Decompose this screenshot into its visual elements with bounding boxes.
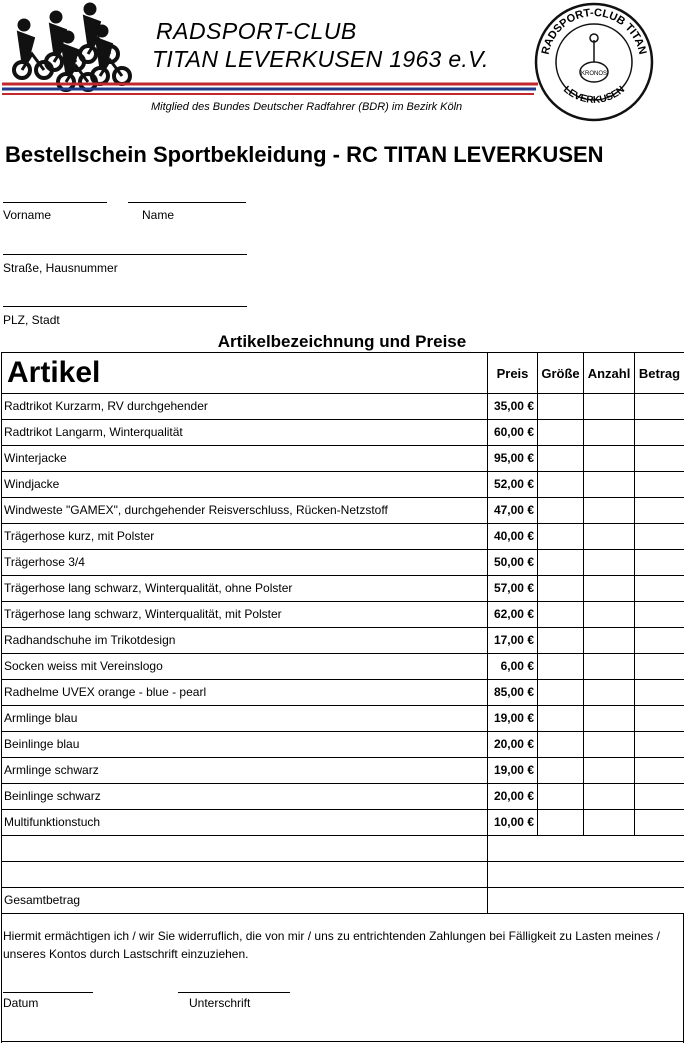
size-cell[interactable]	[538, 810, 584, 836]
amount-cell[interactable]	[635, 524, 684, 550]
table-row	[2, 706, 684, 732]
size-cell[interactable]	[538, 784, 584, 810]
total-amount-field[interactable]	[488, 888, 684, 914]
table-row	[2, 498, 684, 524]
table-row	[2, 732, 684, 758]
table-row	[2, 680, 684, 706]
datum-label: Datum	[3, 996, 39, 1010]
membership-note: Mitglied des Bundes Deutscher Radfahrer (BDR) im Bezirk Köln	[151, 101, 463, 113]
order-table	[1, 352, 684, 914]
amount-cell[interactable]	[635, 498, 684, 524]
amount-cell[interactable]	[635, 784, 684, 810]
seal-mark-text: KRONOS	[580, 71, 608, 77]
quantity-cell[interactable]	[584, 550, 635, 576]
cyclists-logo-icon	[14, 3, 130, 90]
club-name-line1: RADSPORT-CLUB	[156, 18, 357, 44]
table-row	[2, 784, 684, 810]
article-name-cell: Trägerhose lang schwarz, Winterqualität, ohne Polster	[2, 576, 488, 602]
letterhead	[0, 0, 684, 130]
table-row	[2, 758, 684, 784]
quantity-cell[interactable]	[584, 576, 635, 602]
price-cell: 40,00 €	[488, 524, 538, 550]
frame-bottom	[1, 1041, 684, 1042]
price-cell: 17,00 €	[488, 628, 538, 654]
article-name-cell: Beinlinge schwarz	[2, 784, 488, 810]
price-cell: 20,00 €	[488, 732, 538, 758]
strasse-label: Straße, Hausnummer	[3, 261, 118, 275]
amount-cell[interactable]	[635, 758, 684, 784]
amount-cell[interactable]	[635, 654, 684, 680]
article-name-cell: Beinlinge blau	[2, 732, 488, 758]
section-title: Artikelbezeichnung und Preise	[217, 332, 467, 351]
amount-cell[interactable]	[635, 550, 684, 576]
document-title: Bestellschein Sportbekleidung - RC TITAN LEVERKUSEN	[5, 142, 604, 167]
quantity-cell[interactable]	[584, 498, 635, 524]
article-name-cell: Trägerhose kurz, mit Polster	[2, 524, 488, 550]
amount-cell[interactable]	[635, 446, 684, 472]
article-name-cell: Trägerhose 3/4	[2, 550, 488, 576]
price-cell: 95,00 €	[488, 446, 538, 472]
size-cell[interactable]	[538, 550, 584, 576]
price-cell: 19,00 €	[488, 758, 538, 784]
empty-row	[2, 862, 684, 888]
header-stripes	[2, 84, 538, 94]
price-cell: 35,00 €	[488, 394, 538, 420]
signature-line[interactable]	[178, 992, 290, 993]
size-cell[interactable]	[538, 758, 584, 784]
amount-cell[interactable]	[635, 602, 684, 628]
size-cell[interactable]	[538, 732, 584, 758]
quantity-cell[interactable]	[584, 420, 635, 446]
table-row	[2, 602, 684, 628]
quantity-cell[interactable]	[584, 680, 635, 706]
plz-line[interactable]	[3, 306, 247, 307]
size-cell[interactable]	[538, 472, 584, 498]
quantity-cell[interactable]	[584, 446, 635, 472]
price-cell: 10,00 €	[488, 810, 538, 836]
quantity-cell[interactable]	[584, 628, 635, 654]
amount-cell[interactable]	[635, 576, 684, 602]
header-betrag: Betrag	[635, 353, 684, 394]
quantity-cell[interactable]	[584, 784, 635, 810]
price-cell: 47,00 €	[488, 498, 538, 524]
quantity-cell[interactable]	[584, 602, 635, 628]
header-preis: Preis	[488, 353, 538, 394]
empty-sum-cell[interactable]	[488, 862, 684, 888]
table-row	[2, 576, 684, 602]
table-header-row	[2, 353, 684, 394]
article-name-cell: Multifunktionstuch	[2, 810, 488, 836]
size-cell[interactable]	[538, 576, 584, 602]
article-name-cell: Armlinge blau	[2, 706, 488, 732]
header-groesse: Größe	[538, 353, 584, 394]
quantity-cell[interactable]	[584, 524, 635, 550]
article-name-cell: Winterjacke	[2, 446, 488, 472]
table-row	[2, 420, 684, 446]
quantity-cell[interactable]	[584, 472, 635, 498]
club-name-line2: TITAN LEVERKUSEN 1963 e.V.	[152, 46, 489, 72]
vorname-label: Vorname	[3, 208, 52, 222]
name-label: Name	[142, 208, 175, 222]
table-row	[2, 654, 684, 680]
size-cell[interactable]	[538, 446, 584, 472]
quantity-cell[interactable]	[584, 394, 635, 420]
frame-left	[1, 913, 2, 1043]
club-seal-icon	[536, 4, 652, 120]
size-cell[interactable]	[538, 524, 584, 550]
article-name-cell: Radhandschuhe im Trikotdesign	[2, 628, 488, 654]
article-name-cell: Armlinge schwarz	[2, 758, 488, 784]
article-name-cell: Radtrikot Langarm, Winterqualität	[2, 420, 488, 446]
amount-cell[interactable]	[635, 732, 684, 758]
article-name-cell: Socken weiss mit Vereinslogo	[2, 654, 488, 680]
table-row	[2, 394, 684, 420]
amount-cell[interactable]	[635, 680, 684, 706]
empty-sum-cell[interactable]	[488, 836, 684, 862]
vorname-line[interactable]	[3, 202, 107, 203]
size-cell[interactable]	[538, 654, 584, 680]
table-row	[2, 446, 684, 472]
size-cell[interactable]	[538, 420, 584, 446]
total-label: Gesamtbetrag	[2, 888, 488, 914]
size-cell[interactable]	[538, 680, 584, 706]
article-name-cell: Trägerhose lang schwarz, Winterqualität, mit Polster	[2, 602, 488, 628]
quantity-cell[interactable]	[584, 810, 635, 836]
amount-cell[interactable]	[635, 810, 684, 836]
header-artikel: Artikel	[2, 353, 488, 394]
price-cell: 6,00 €	[488, 654, 538, 680]
strasse-line[interactable]	[3, 254, 247, 255]
article-name-cell: Radtrikot Kurzarm, RV durchgehender	[2, 394, 488, 420]
seal-top-text: RADSPORT-CLUB TITAN	[539, 6, 649, 56]
size-cell[interactable]	[538, 498, 584, 524]
size-cell[interactable]	[538, 602, 584, 628]
quantity-cell[interactable]	[584, 732, 635, 758]
total-row	[2, 888, 684, 914]
price-cell: 85,00 €	[488, 680, 538, 706]
seal-bottom-text: LEVERKUSEN	[561, 84, 627, 107]
empty-row	[2, 836, 684, 862]
quantity-cell[interactable]	[584, 654, 635, 680]
price-cell: 62,00 €	[488, 602, 538, 628]
empty-cell	[2, 836, 488, 862]
table-row	[2, 524, 684, 550]
authorization-text: Hiermit ermächtigen ich / wir Sie widerruflich, die von mir / uns zu entrichtenden Zahlungen bei Fälligkeit zu Lasten meines / unseres Kontos durch Lastschrift einzuziehen.	[3, 929, 660, 961]
price-cell: 52,00 €	[488, 472, 538, 498]
size-cell[interactable]	[538, 706, 584, 732]
size-cell[interactable]	[538, 394, 584, 420]
amount-cell[interactable]	[635, 706, 684, 732]
article-name-cell: Windjacke	[2, 472, 488, 498]
name-line[interactable]	[128, 202, 246, 203]
quantity-cell[interactable]	[584, 758, 635, 784]
price-cell: 20,00 €	[488, 784, 538, 810]
amount-cell[interactable]	[635, 394, 684, 420]
price-cell: 57,00 €	[488, 576, 538, 602]
empty-cell	[2, 862, 488, 888]
article-name-cell: Windweste "GAMEX", durchgehender Reisverschluss, Rücken-Netzstoff	[2, 498, 488, 524]
table-row	[2, 550, 684, 576]
price-cell: 50,00 €	[488, 550, 538, 576]
datum-line[interactable]	[3, 992, 93, 993]
price-cell: 60,00 €	[488, 420, 538, 446]
table-row	[2, 628, 684, 654]
amount-cell[interactable]	[635, 420, 684, 446]
table-row	[2, 810, 684, 836]
unterschrift-label: Unterschrift	[189, 996, 251, 1010]
article-name-cell: Radhelme UVEX orange - blue - pearl	[2, 680, 488, 706]
quantity-cell[interactable]	[584, 706, 635, 732]
plz-label: PLZ, Stadt	[3, 313, 60, 327]
size-cell[interactable]	[538, 628, 584, 654]
amount-cell[interactable]	[635, 472, 684, 498]
header-anzahl: Anzahl	[584, 353, 635, 394]
table-row	[2, 472, 684, 498]
amount-cell[interactable]	[635, 628, 684, 654]
price-cell: 19,00 €	[488, 706, 538, 732]
